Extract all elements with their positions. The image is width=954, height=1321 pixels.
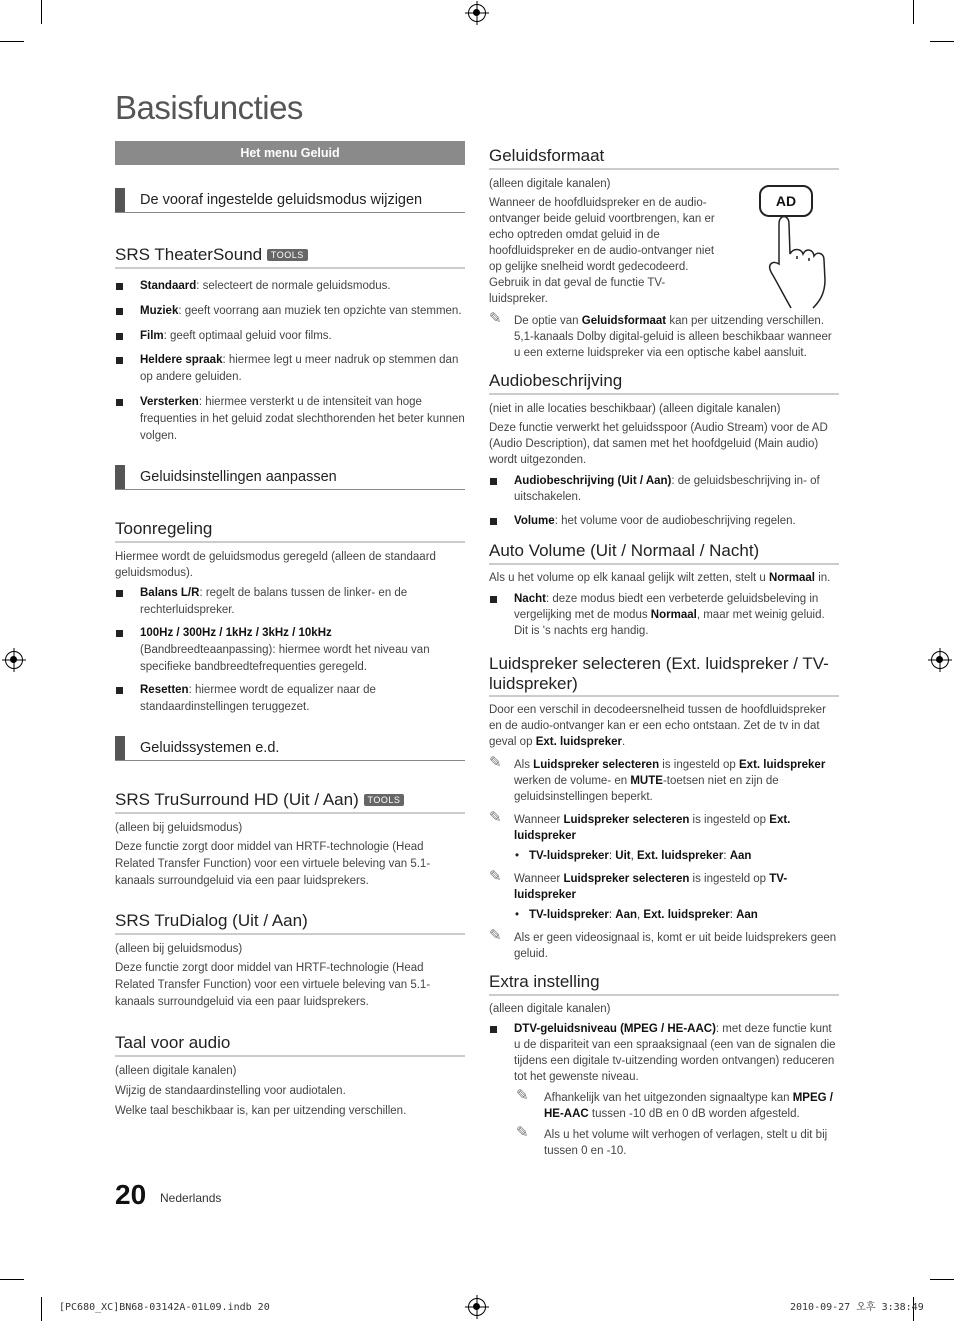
paragraph: Wanneer de hoofdluidspreker en de audio-ontvanger beide geluid voortbrengen, kan er echo optreden omdat geluid in de hoofdluidspreker en de audio-ontvanger niet op gelijke snelheid wordt gedecodeerd. Gebruik in dat geval de functie TV-luidspreker. bbox=[489, 197, 715, 305]
paragraph: Hiermee wordt de geluidsmodus geregeld (alleen de standaard geluidsmodus). bbox=[115, 551, 436, 579]
section-heading: Luidspreker selecteren (Ext. luidspreker / TV-luidspreker) bbox=[489, 654, 839, 697]
note: ✎ De optie van Geluidsformaat kan per uitzending verschillen. 5,1-kanaals Dolby digital-geluid is alleen beschikbaar wanneer u een externe luidspreker via een optische kabel aansluit. bbox=[489, 310, 832, 359]
condition-note: (alleen digitale kanalen) bbox=[489, 178, 611, 190]
page-number: 20 bbox=[115, 1179, 147, 1210]
note: ✎ Als Luidspreker selecteren is ingesteld op Ext. luidspreker werken de volume- en MUTE-toetsen niet en zijn de geluidsinstellingen beperkt. bbox=[489, 754, 826, 803]
pencil-note-icon: ✎ bbox=[489, 927, 502, 944]
condition-note: (alleen bij geluidsmodus) bbox=[115, 943, 243, 955]
list-item: Resetten: hiermee wordt de equalizer naar de standaardinstellingen teruggezet. bbox=[115, 682, 465, 716]
crop-mark bbox=[41, 1297, 42, 1321]
paragraph: Deze functie zorgt door middel van HRTF-technologie (Head Related Transfer Function) voor een virtuele beleving van 5.1-kanaals surroundgeluid via een paar luidsprekers. bbox=[115, 962, 431, 1008]
print-footer-right: 2010-09-27 오후 3:38:49 bbox=[790, 1302, 924, 1313]
condition-note: (alleen digitale kanalen) bbox=[115, 1065, 237, 1077]
registration-mark-icon bbox=[5, 651, 23, 669]
remote-ad-button-illustration bbox=[757, 184, 847, 316]
list-item: Muziek: geeft voorrang aan muziek ten opzichte van stemmen. bbox=[115, 303, 465, 320]
paragraph: Deze functie zorgt door middel van HRTF-technologie (Head Related Transfer Function) voor een virtuele beleving van 5.1-kanaals surroundgeluid via een paar luidsprekers. bbox=[115, 841, 431, 887]
list-item: Standaard: selecteert de normale geluidsmodus. bbox=[115, 278, 465, 295]
section-heading: SRS TheaterSound TOOLS bbox=[115, 244, 465, 269]
pencil-note-icon: ✎ bbox=[489, 868, 502, 885]
subsection-heading: De vooraf ingestelde geluidsmodus wijzigen bbox=[115, 188, 465, 213]
paragraph: Door een verschil in decodeersnelheid tussen de hoofdluidspreker en de audio-ontvanger kan er een echo ontstaan. Zet de tv in dat geval op Ext. luidspreker. bbox=[489, 704, 826, 748]
left-column bbox=[115, 188, 465, 1119]
crop-mark bbox=[41, 0, 42, 24]
ad-button-label: AD bbox=[775, 193, 797, 209]
list-item: Volume: het volume voor de audiobeschrijving regelen. bbox=[489, 513, 839, 529]
list-item: Versterken: hiermee versterkt u de intensiteit van hoge frequenties in het geluid zodat slechthorenden het beter kunnen volgen. bbox=[115, 394, 465, 445]
list-item: Heldere spraak: hiermee legt u meer nadruk op stemmen dan op andere geluiden. bbox=[115, 352, 465, 386]
list-item: • TV-luidspreker: Uit, Ext. luidspreker: Aan bbox=[489, 848, 839, 864]
list-item: Nacht: deze modus biedt een verbeterde geluidsbeleving in vergelijking met de modus Normaal, maar met weinig geluid. Dit is 's nachts erg handig. bbox=[489, 591, 839, 639]
pencil-note-icon: ✎ bbox=[516, 1124, 529, 1141]
condition-note: (alleen digitale kanalen) bbox=[489, 1003, 611, 1015]
crop-mark bbox=[0, 41, 24, 42]
crop-mark bbox=[913, 0, 914, 24]
menu-section-bar: Het menu Geluid bbox=[115, 141, 465, 165]
language-label: Nederlands bbox=[160, 1191, 222, 1205]
section-heading: Extra instelling bbox=[489, 971, 839, 996]
list-item: Film: geeft optimaal geluid voor films. bbox=[115, 328, 465, 345]
crop-mark bbox=[0, 1279, 24, 1280]
pencil-note-icon: ✎ bbox=[516, 1087, 529, 1104]
list-item: DTV-geluidsniveau (MPEG / HE-AAC): met deze functie kunt u de dispariteit van een spraaksignaal (een van de signalen die tijdens een digitale tv-uitzending worden ontvangen) reduceren tot het gewenste niveau. bbox=[489, 1021, 839, 1085]
list-item: • TV-luidspreker: Aan, Ext. luidspreker: Aan bbox=[489, 907, 839, 923]
print-footer-left: [PC680_XC]BN68-03142A-01L09.indb 20 bbox=[59, 1302, 270, 1313]
paragraph: Welke taal beschikbaar is, kan per uitzending verschillen. bbox=[115, 1105, 407, 1117]
right-column bbox=[489, 145, 839, 1159]
section-heading: Taal voor audio bbox=[115, 1032, 465, 1057]
section-heading: SRS TruSurround HD (Uit / Aan) TOOLS bbox=[115, 789, 465, 814]
section-heading: Toonregeling bbox=[115, 518, 465, 543]
paragraph: Wijzig de standaardinstelling voor audiotalen. bbox=[115, 1085, 346, 1097]
list-item: Audiobeschrijving (Uit / Aan): de geluidsbeschrijving in- of uitschakelen. bbox=[489, 473, 839, 505]
section-heading: SRS TruDialog (Uit / Aan) bbox=[115, 910, 465, 935]
pencil-note-icon: ✎ bbox=[489, 754, 502, 771]
note: ✎ Als er geen videosignaal is, komt er uit beide luidsprekers geen geluid. bbox=[489, 927, 837, 960]
section-heading: Audiobeschrijving bbox=[489, 370, 839, 395]
tools-badge-icon: TOOLS bbox=[364, 794, 405, 806]
tools-badge-icon: TOOLS bbox=[267, 249, 308, 261]
note: ✎ Afhankelijk van het uitgezonden signaaltype kan MPEG / HE-AAC tussen -10 dB en 0 dB worden afgesteld. bbox=[516, 1087, 833, 1120]
condition-note: (niet in alle locaties beschikbaar) (alleen digitale kanalen) bbox=[489, 403, 781, 415]
condition-note: (alleen bij geluidsmodus) bbox=[115, 822, 243, 834]
subsection-heading: Geluidsinstellingen aanpassen bbox=[115, 465, 465, 490]
note: ✎ Als u het volume wilt verhogen of verlagen, stelt u dit bij tussen 0 en -10. bbox=[516, 1124, 828, 1157]
registration-mark-icon bbox=[931, 651, 949, 669]
list-item: Balans L/R: regelt de balans tussen de linker- en de rechterluidspreker. bbox=[115, 585, 465, 619]
list-item: 100Hz / 300Hz / 1kHz / 3kHz / 10kHz (Bandbreedteaanpassing): hiermee wordt het niveau van specifieke bandbreedtefrequenties geregeld. bbox=[115, 625, 465, 676]
registration-mark-icon bbox=[468, 1298, 486, 1316]
paragraph: Deze functie verwerkt het geluidsspoor (Audio Stream) voor de AD (Audio Description), dat samen met het hoofdgeluid (Main audio) wordt uitgezonden. bbox=[489, 422, 828, 466]
crop-mark bbox=[930, 1279, 954, 1280]
page-title: Basisfuncties bbox=[115, 89, 303, 126]
note: ✎ Wanneer Luidspreker selecteren is ingesteld op Ext. luidspreker bbox=[489, 809, 791, 842]
paragraph: Als u het volume op elk kanaal gelijk wilt zetten, stelt u Normaal in. bbox=[489, 572, 831, 584]
section-heading: Auto Volume (Uit / Normaal / Nacht) bbox=[489, 540, 839, 565]
pencil-note-icon: ✎ bbox=[489, 809, 502, 826]
registration-mark-icon bbox=[468, 4, 486, 22]
crop-mark bbox=[930, 41, 954, 42]
pencil-note-icon: ✎ bbox=[489, 310, 502, 327]
subsection-heading: Geluidssystemen e.d. bbox=[115, 736, 465, 761]
section-heading: Geluidsformaat bbox=[489, 145, 839, 170]
note: ✎ Wanneer Luidspreker selecteren is ingesteld op TV-luidspreker bbox=[489, 868, 788, 901]
